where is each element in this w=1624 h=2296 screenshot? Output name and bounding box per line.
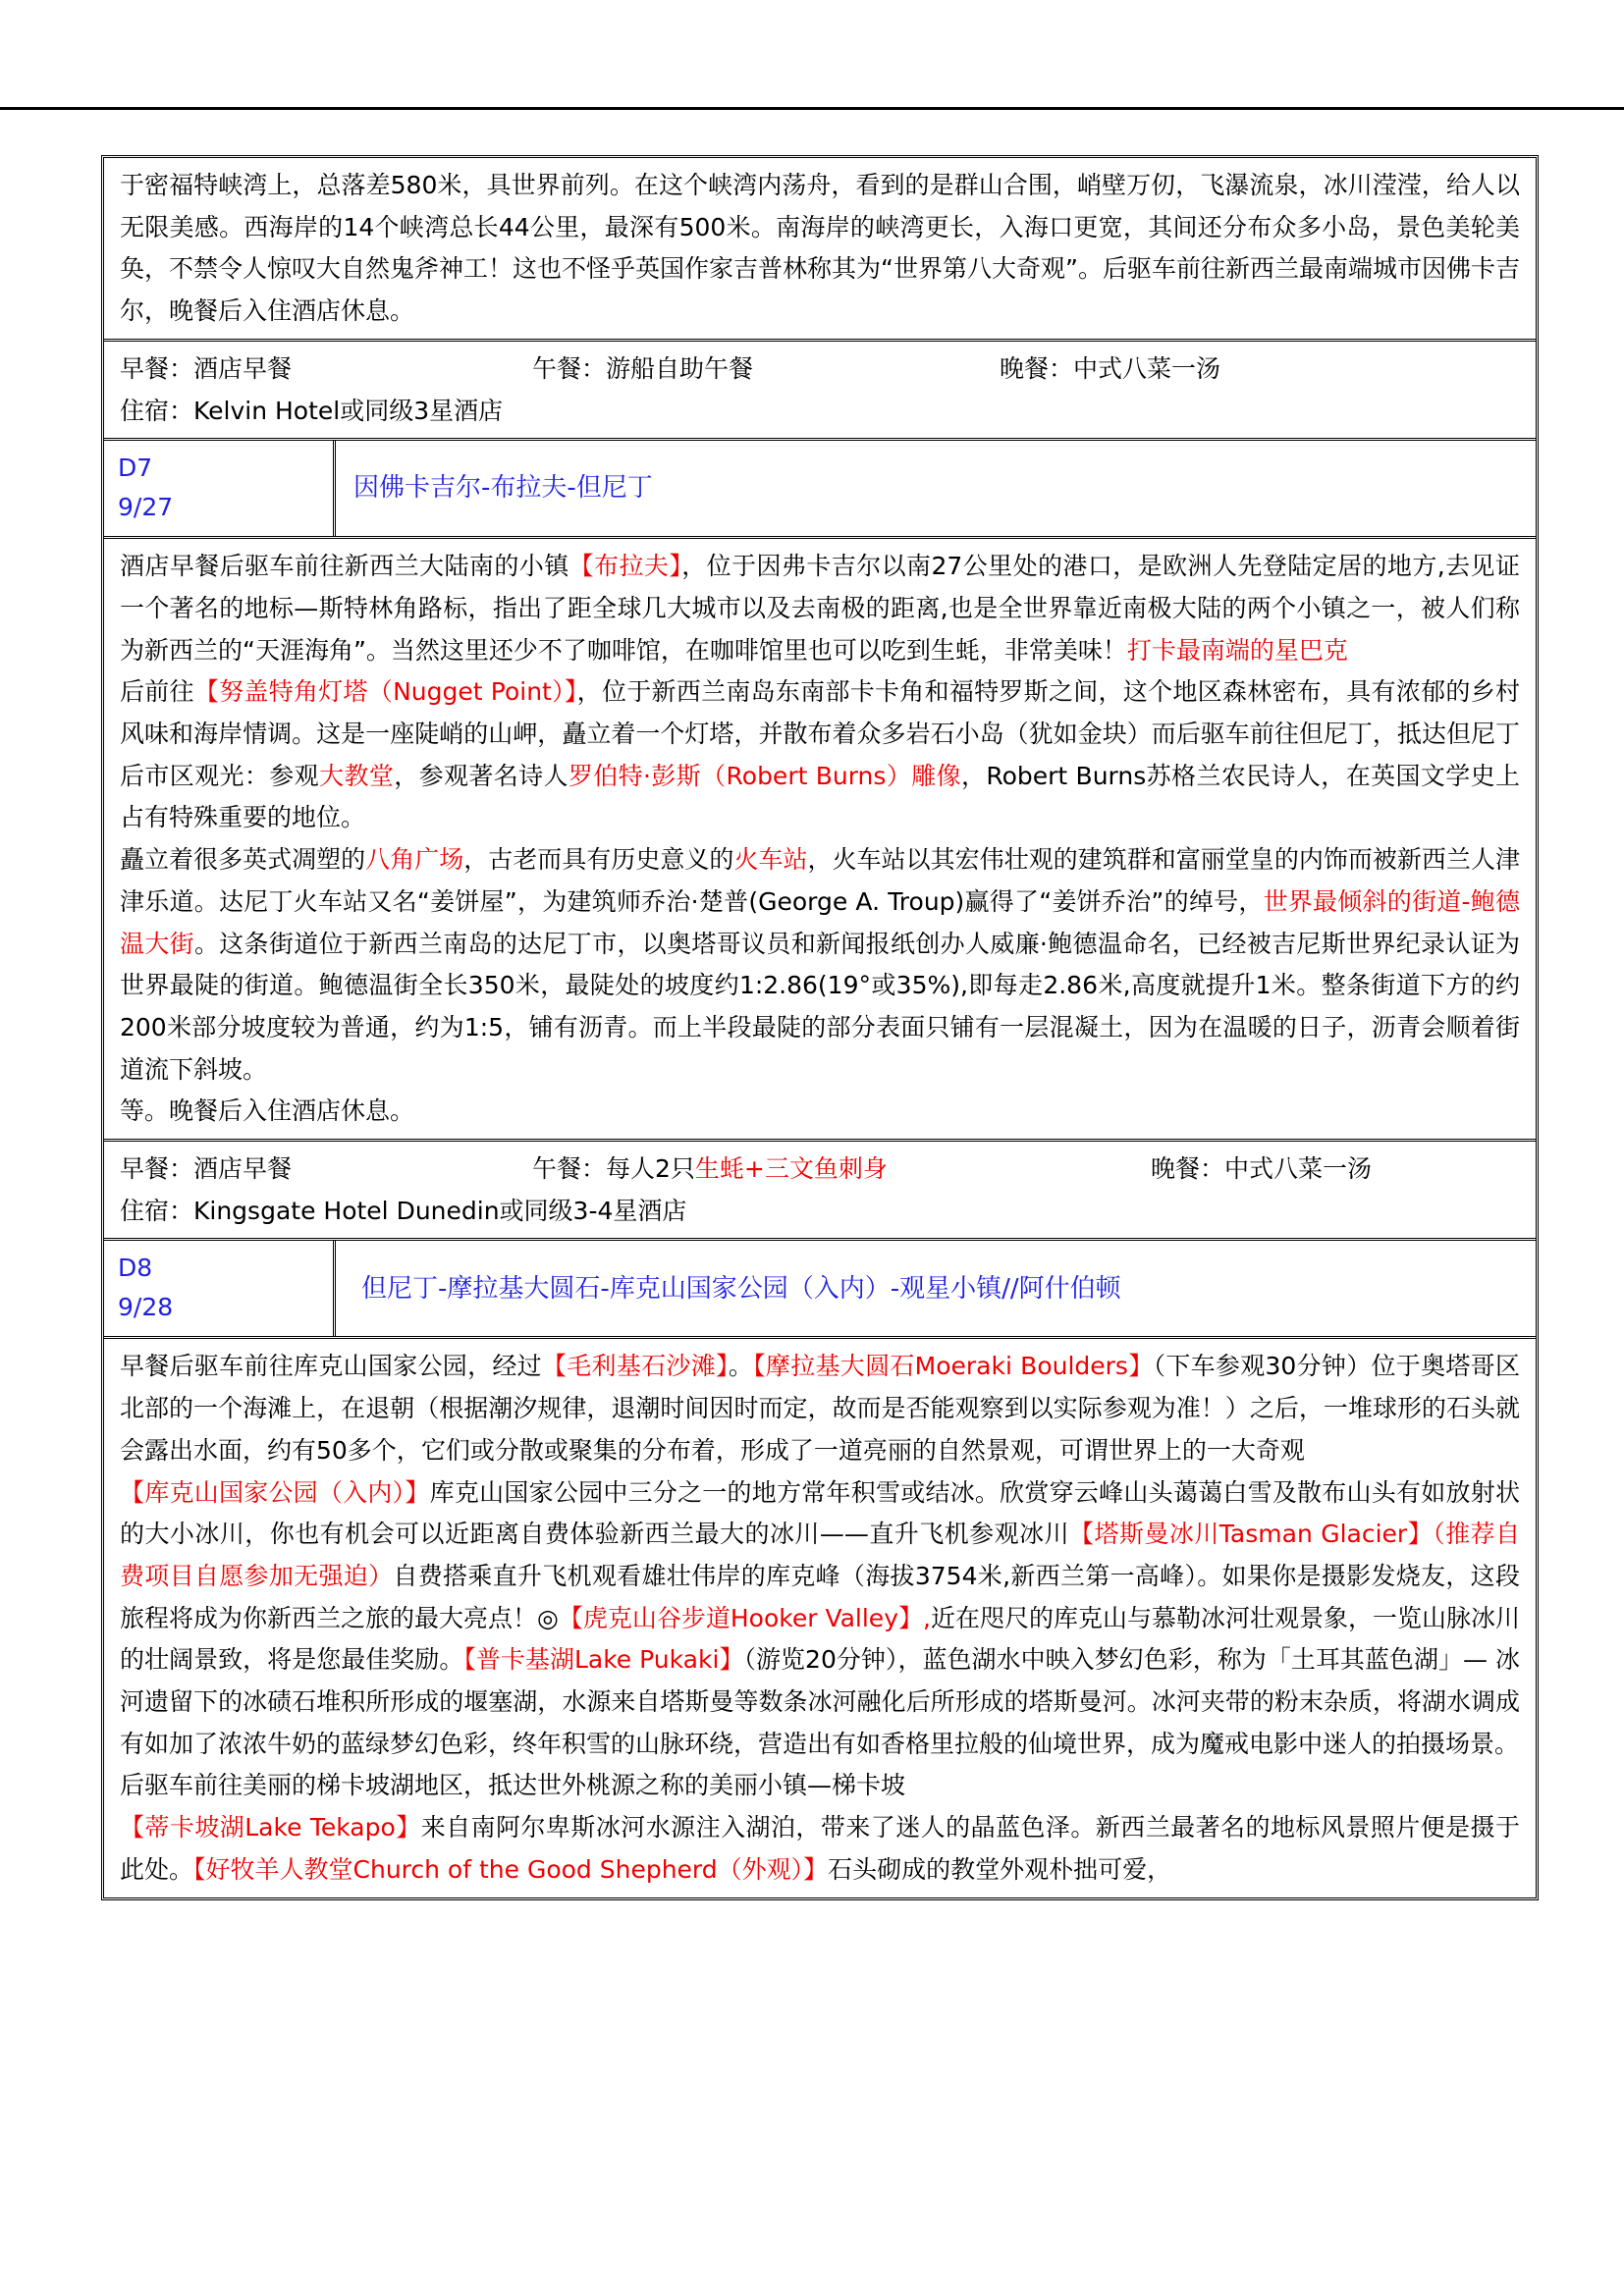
day7-description [104,536,1536,1139]
header-rule [0,107,1624,110]
text: ，位于因弗卡吉尔以南27公里处的港口，是欧洲人先登陆定居的地方,去见证一个著名的地标—斯特林角路标，指出了距全球几大城市以及去南极的距离,也是全世界靠近南极大陆的两个小镇之一，被人们称为新西兰的“天涯海角”。当然这里还少不了咖啡馆，在咖啡馆里也可以吃到生蚝，非常美味！ [120,552,1520,665]
lunch-label: 午餐：每人2只 [532,1154,695,1184]
day-date: 9/27 [118,493,174,522]
paragraph: 后驱车前往美丽的梯卡坡湖地区，抵达世外桃源之称的美丽小镇—梯卡坡 [120,1771,906,1800]
highlight: 【蒂卡坡湖Lake Tekapo】 [120,1813,421,1842]
highlight: 世界最倾斜的街道-鲍德温大街 [120,886,1520,958]
highlight: 【塔斯曼冰川Tasman Glacier】（推荐自费项目自愿参加无强迫） [120,1520,1520,1590]
paragraph [120,671,1520,839]
highlight: 打卡最南端的星巴克 [1126,635,1348,665]
lunch [532,1148,1151,1191]
text: 石头砌成的教堂外观朴拙可爱， [828,1854,1172,1884]
highlight: 【布拉夫】 [568,552,682,581]
text: 库克山国家公园中三分之一的地方常年积雪或结冰。欣赏穿云峰山头蔼蔼白雪及散布山头有如放射状的大小冰川，你也有机会可以近距离自费体验新西兰最大的冰川——直升飞机参观冰川 [120,1477,1520,1549]
day-number: D7 [118,454,153,483]
highlight: 【虎克山谷步道Hooker Valley】, [558,1603,931,1632]
text: 酒店早餐后驱车前往新西兰大陆南的小镇 [120,552,569,581]
highlight: 【库克山国家公园（入内）】 [120,1477,430,1507]
meals-day7 [104,1139,1536,1238]
text: ，参观著名诗人 [394,761,568,790]
day8-header [104,1238,1536,1336]
route-title: 但尼丁-摩拉基大圆石-库克山国家公园（入内）-观星小镇//阿什伯顿 [361,1273,1121,1304]
highlight: 【毛利基石沙滩】 [541,1352,729,1381]
text: ，火车站以其宏伟壮观的建筑群和富丽堂皇的内饰而被新西兰人津津乐道。达尼丁火车站又名“姜饼屋”，为建筑师乔治·楚普(George A. Troup)赢得了“姜饼乔治”的绰号， [120,845,1520,916]
paragraph: 于密福特峡湾上，总落差580米，具世界前列。在这个峡湾内荡舟，看到的是群山合围，峭壁万仞，飞瀑流泉，冰川滢滢，给人以无限美感。西海岸的14个峡湾总长44公里，最深有500米。南海岸的峡湾更长，入海口更宽，其间还分布众多小岛，景色美轮美奂，不禁令人惊叹大自然鬼斧神工！这也不怪乎英国作家吉普林称其为“世界第八大奇观”。后驱车前往新西兰最南端城市因佛卡吉尔，晚餐后入住酒店休息。 [120,171,1520,326]
day-date: 9/28 [118,1293,174,1322]
breakfast: 早餐：酒店早餐 [120,353,293,383]
paragraph [120,1472,1520,1766]
day8-description [104,1336,1536,1896]
day-cell [104,441,336,536]
highlight: 八角广场 [365,845,464,875]
text: （游览20分钟），蓝色湖水中映入梦幻色彩，称为「土耳其蓝色湖」— 冰河遗留下的冰碛石堆积所形成的堰塞湖，水源来自塔斯曼等数条冰河融化后所形成的塔斯曼河。冰河夹带的粉末杂质，将湖水调成有如加了浓浓牛奶的蓝绿梦幻色彩，终年积雪的山脉环绕，营造出有如香格里拉般的仙境世界，成为魔戒电影中迷人的拍摄场景。 [120,1645,1520,1758]
text: 来自南阿尔卑斯冰河水源注入湖泊，带来了迷人的晶蓝色泽。新西兰最著名的地标风景照片便是摄于此处。 [120,1813,1520,1884]
text: 矗立着很多英式凋塑的 [120,845,366,875]
highlight: 罗伯特·彭斯（Robert Burns）雕像 [568,761,961,790]
route-title: 因佛卡吉尔-布拉夫-但尼丁 [353,473,653,504]
day-cell [104,1241,336,1336]
text: 近在咫尺的库克山与慕勒冰河壮观景象，一览山脉冰川的壮阔景致，将是您最佳奖励。 [120,1603,1520,1675]
day7-header [104,438,1536,536]
text: 后前往 [120,677,194,707]
hotel: 住宿：Kelvin Hotel或同级3星酒店 [120,396,504,425]
breakfast: 早餐：酒店早餐 [120,1154,293,1184]
paragraph [120,546,1520,671]
text: 自费搭乘直升飞机观看雄壮伟岸的库克峰（海拔3754米,新西兰第一高峰）。如果你是摄影发烧友，这段旅程将成为你新西兰之旅的最大亮点！◎ [120,1561,1520,1632]
dinner: 晚餐：中式八菜一汤 [1000,353,1221,383]
highlight: 火车站 [733,845,808,875]
highlight: 【努盖特角灯塔（Nugget Point）】 [193,677,577,707]
text: ，位于新西兰南岛东南部卡卡角和福特罗斯之间，这个地区森林密布，具有浓郁的乡村风味和海岸情调。这是一座陡峭的山岬，矗立着一个灯塔，并散布着众多岩石小岛（犹如金块）而后驱车前往但尼丁，抵达但尼丁后市区观光：参观 [120,677,1520,790]
highlight: 【摩拉基大圆石Moeraki Boulders】 [753,1352,1154,1381]
day6-description [104,158,1536,339]
highlight: 大教堂 [319,761,395,790]
paragraph [120,1807,1520,1891]
paragraph [120,1346,1520,1471]
day-number: D8 [118,1254,153,1283]
paragraph [120,839,1520,1091]
text: 。这条街道位于新西兰南岛的达尼丁市，以奥塔哥议员和新闻报纸创办人威廉·鲍德温命名，已经被吉尼斯世界纪录认证为世界最陡的街道。鲍德温街全长350米，最陡处的坡度约1:2.86(19°或35%),即每走2.86米,高度就提升1米。整条街道下方的约200米部分坡度较为普通，约为1:5，铺有沥青。而上半段最陡的部分表面只铺有一层混凝土，因为在温暖的日子，沥青会顺着街道流下斜坡。 [120,929,1520,1084]
hotel: 住宿：Kingsgate Hotel Dunedin或同级3-4星酒店 [120,1196,687,1225]
text: （下车参观30分钟）位于奥塔哥区北部的一个海滩上，在退朝（根据潮汐规律，退潮时间因时而定，故而是否能观察到以实际参观为准！）之后，一堆球形的石头就会露出水面，约有50多个，它们或分散或聚集的分布着，形成了一道亮丽的自然景观，可谓世界上的一大奇观 [120,1352,1520,1465]
lunch: 午餐：游船自助午餐 [532,353,754,383]
dinner: 晚餐：中式八菜一汤 [1151,1154,1373,1184]
text: ，Robert Burns苏格兰农民诗人，在英国文学史上占有特殊重要的地位。 [120,761,1520,832]
highlight: 【好牧羊人教堂Church of the Good Shepherd（外观）】 [193,1854,829,1884]
highlight: 【普卡基湖Lake Pukaki】 [463,1645,744,1675]
lunch-highlight: 生蚝+三文鱼刺身 [694,1154,888,1184]
text: 早餐后驱车前往库克山国家公园，经过 [120,1352,542,1381]
text: ，古老而具有历史意义的 [463,845,734,875]
itinerary-table [101,155,1539,1900]
paragraph: 等。晚餐后入住酒店休息。 [120,1096,415,1126]
meals-day6 [104,339,1536,438]
text: 。 [728,1352,754,1381]
